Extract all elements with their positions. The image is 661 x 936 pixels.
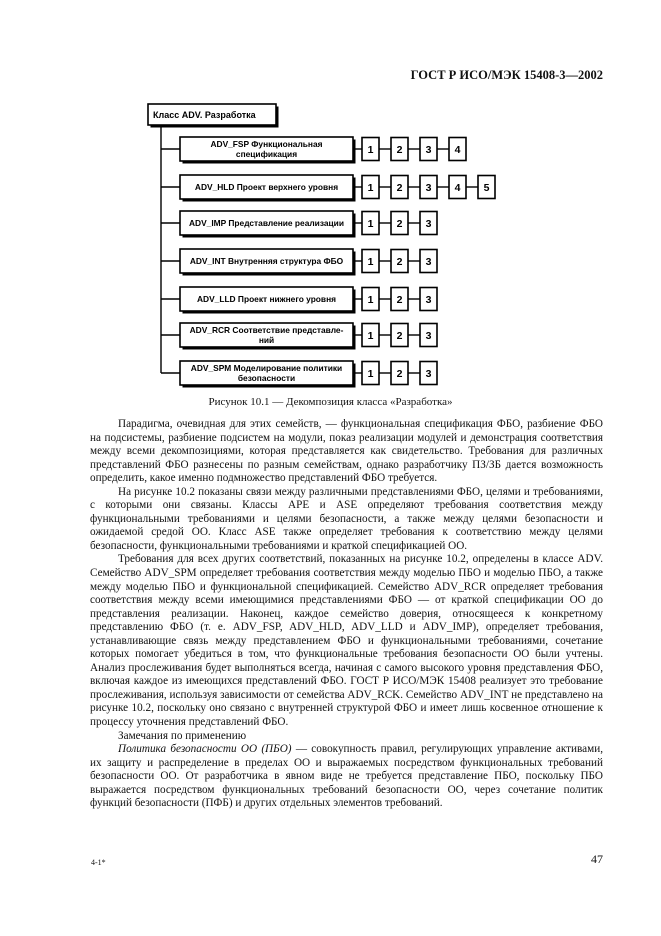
level-label: 1 xyxy=(367,218,374,230)
family-label-line1: ADV_SPM Моделирование политики xyxy=(190,363,343,373)
level-label: 5 xyxy=(483,182,490,194)
level-label: 3 xyxy=(425,294,432,306)
level-label: 2 xyxy=(396,330,403,342)
body-text xyxy=(90,418,603,811)
paragraph-1: Парадигма, очевидная для этих семейств, — функциональная спецификация ФБО, разбиение ФБО на подсистемы, разбиение подсистем на модули, показ реализации модулей и демонстрация соответствия между всеми декомпозициями, которая представляется как свидетельство. Требования для различных представлений ФБО разнесены по разным семействам, однако разработчику ПЗ/ЗБ дается возможность определить, какое именно подмножество представлений ФБО требуется. xyxy=(90,418,603,485)
level-label: 2 xyxy=(396,144,403,156)
level-label: 2 xyxy=(396,368,403,380)
paragraph-2: На рисунке 10.2 показаны связи между различными представлениями ФБО, целями и требованиями, с которыми они связаны. Классы APE и ASE определяют требования соответствия между функциональными требованиями и целями безопасности, а также между целями безопасности и ожидаемой средой ОО. Класс ASE также определяет требования к соответствию между целями безопасности, функциональными требованиями и краткой спецификацией ОО. xyxy=(90,485,603,552)
level-label: 2 xyxy=(396,256,403,268)
family-label-line1: ADV_RCR Соответствие представле- xyxy=(189,325,344,335)
paragraph-3: Требования для всех других соответствий, показанных на рисунке 10.2, определены в классе ADV. Семейство ADV_SPM определяет требования соответствия между моделью ПБО и моделью ПБО, а также между моделью ПБО и функциональной спецификацией. Семейство ADV_RCR определяет требования соответствия между всеми имеющимися представлениями ФБО — от краткой спецификации ОО до представления реализации. Наконец, каждое семейство доверия, относящееся к конкретному представлению ФБО (т. е. ADV_FSP, ADV_HLD, ADV_LLD и ADV_IMP), определяет требования, устанавливающие связь между представлением ФБО и функциональными требованиями, сочетание которых помогает убедиться в том, что функциональные требования безопасности ОО были учтены. Анализ прослеживания будет выполняться всегда, начиная с самого высокого уровня представления ФБО, включая каждое из имеющихся представлений ФБО. ГОСТ Р ИСО/МЭК 15408 реализует это требование прослеживания, используя зависимости от семейства ADV_RCK. Семейство ADV_INT не представлено на рисунке 10.2, поскольку оно связано с внутренней структурой ФБО и имеет лишь косвенное отношение к процессу уточнения представлений ФБО. xyxy=(90,553,603,729)
page-number: 47 xyxy=(591,852,603,866)
family-label: ADV_LLD Проект нижнего уровня xyxy=(196,294,337,305)
level-label: 1 xyxy=(367,256,374,268)
figure-caption: Рисунок 10.1 — Декомпозиция класса «Разработка» xyxy=(208,396,453,408)
family-label-line2: спецификация xyxy=(235,149,298,159)
family-label-line1: ADV_FSP Функциональная xyxy=(210,139,323,149)
level-label: 2 xyxy=(396,218,403,230)
level-label: 3 xyxy=(425,330,432,342)
level-label: 2 xyxy=(396,182,403,194)
level-label: 3 xyxy=(425,368,432,380)
family-label-line2: ний xyxy=(258,335,275,345)
level-label: 1 xyxy=(367,330,374,342)
family-label: ADV_HLD Проект верхнего уровня xyxy=(194,182,339,193)
paragraph-4-text: — совокупность правил, регулирующих управление активами, их защиту и распределение в пределах ОО и выражаемых посредством функциональных требований безопасности ОО. От разработчика в явном виде не требуется представление ПБО, поскольку ПБО выражается посредством функциональных требований безопасности ОО, через сочетание политик функций безопасности (ПФБ) и других отдельных элементов требований. xyxy=(90,743,603,810)
footer-signature: 4-1* xyxy=(91,858,106,867)
level-label: 3 xyxy=(425,256,432,268)
paragraph-4 xyxy=(90,743,603,811)
level-label: 3 xyxy=(425,218,432,230)
level-label: 1 xyxy=(367,294,374,306)
level-label: 4 xyxy=(454,182,461,194)
document-header: ГОСТ Р ИСО/МЭК 15408-3—2002 xyxy=(410,68,603,82)
family-label-line2: безопасности xyxy=(237,373,296,383)
class-decomposition-diagram xyxy=(0,0,661,396)
level-label: 2 xyxy=(396,294,403,306)
term-tsp: Политика безопасности ОО (ПБО) xyxy=(118,743,292,756)
application-notes-title: Замечания по применению xyxy=(118,729,247,742)
level-label: 3 xyxy=(425,182,432,194)
level-label: 1 xyxy=(367,144,374,156)
level-label: 1 xyxy=(367,182,374,194)
family-label: ADV_INT Внутренняя структура ФБО xyxy=(189,256,344,267)
level-label: 4 xyxy=(454,144,461,156)
root-label: Класс ADV. Разработка xyxy=(153,110,256,120)
level-label: 3 xyxy=(425,144,432,156)
family-label: ADV_IMP Представление реализации xyxy=(189,218,344,229)
level-label: 1 xyxy=(367,368,374,380)
